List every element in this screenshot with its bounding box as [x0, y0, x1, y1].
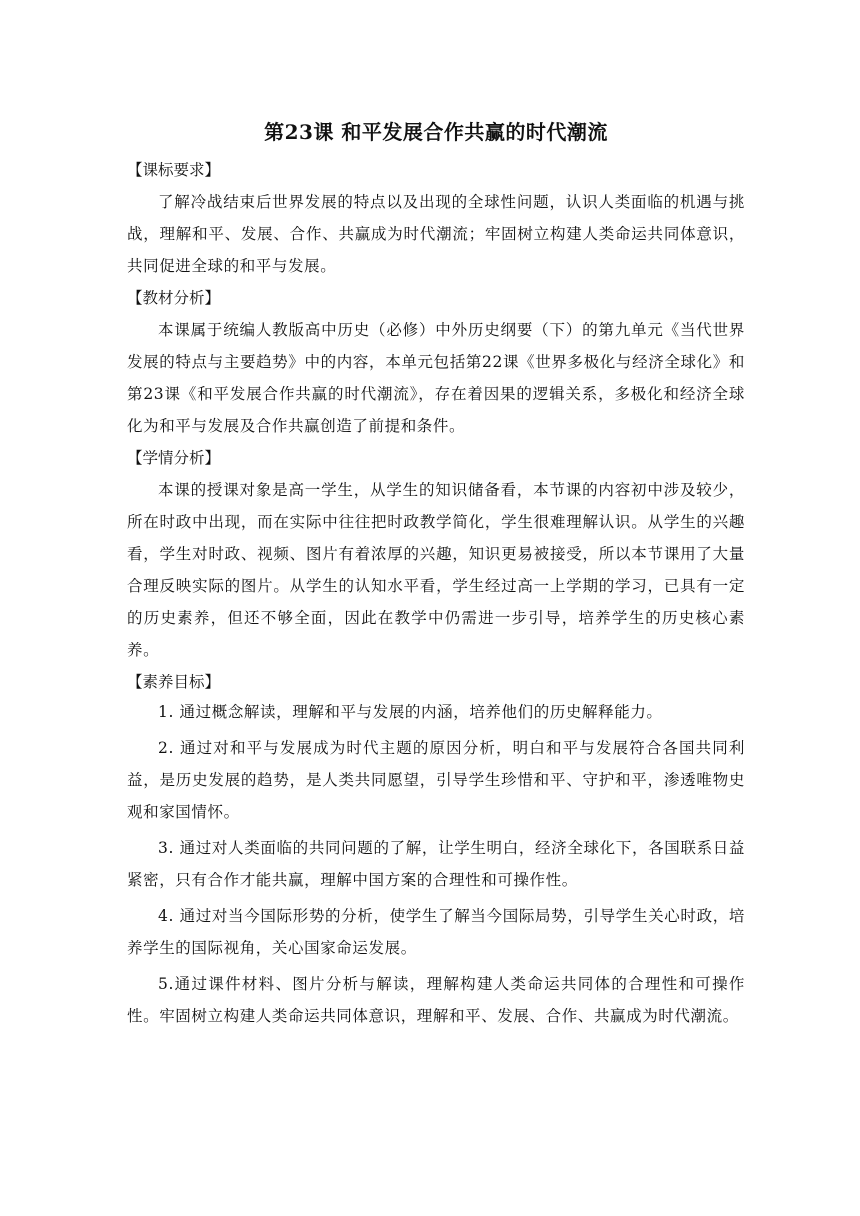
literacy-goal-item: 4. 通过对当今国际形势的分析，使学生了解当今国际局势，引导学生关心时政，培养学生的国际视角，关心国家命运发展。: [127, 907, 745, 957]
page-title: 第23课 和平发展合作共赢的时代潮流: [264, 120, 608, 144]
literacy-goal-item: 3. 通过对人类面临的共同问题的了解，让学生明白，经济全球化下，各国联系日益紧密，只有合作才能共赢，理解中国方案的合理性和可操作性。: [127, 839, 745, 889]
literacy-goal-item: 2. 通过对和平与发展成为时代主题的原因分析，明白和平与发展符合各国共同利益，是历史发展的趋势，是人类共同愿望，引导学生珍惜和平、守护和平，渗透唯物史观和家国情怀。: [127, 739, 745, 821]
document-body: [127, 117, 745, 1032]
textbook-analysis-paragraph: 本课属于统编人教版高中历史（必修）中外历史纲要（下）的第九单元《当代世界发展的特点与主要趋势》中的内容，本单元包括第22课《世界多极化与经济全球化》和第23课《和平发展合作共赢的时代潮流》，存在着因果的逻辑关系，多极化和经济全球化为和平与发展及合作共赢创造了前提和条件。: [127, 321, 745, 435]
literacy-goal-item: 1. 通过概念解读，理解和平与发展的内涵，培养他们的历史解释能力。: [158, 703, 663, 721]
section-heading-textbook-analysis: 【教材分析】: [127, 289, 221, 307]
section-heading-student-analysis: 【学情分析】: [127, 449, 221, 467]
curriculum-requirements-paragraph: 了解冷战结束后世界发展的特点以及出现的全球性问题，认识人类面临的机遇与挑战，理解和平、发展、合作、共赢成为时代潮流；牢固树立构建人类命运共同体意识，共同促进全球的和平与发展。: [127, 193, 745, 275]
student-analysis-paragraph: 本课的授课对象是高一学生，从学生的知识储备看，本节课的内容初中涉及较少，所在时政中出现，而在实际中往往把时政教学简化，学生很难理解认识。从学生的兴趣看，学生对时政、视频、图片有着浓厚的兴趣，知识更易被接受，所以本节课用了大量合理反映实际的图片。从学生的认知水平看，学生经过高一上学期的学习，已具有一定的历史素养，但还不够全面，因此在教学中仍需进一步引导，培养学生的历史核心素养。: [127, 481, 745, 659]
section-heading-literacy-goals: 【素养目标】: [127, 673, 221, 691]
section-heading-curriculum-requirements: 【课标要求】: [127, 161, 221, 179]
literacy-goal-item: 5.通过课件材料、图片分析与解读，理解构建人类命运共同体的合理性和可操作性。牢固树立构建人类命运共同体意识，理解和平、发展、合作、共赢成为时代潮流。: [127, 975, 745, 1025]
